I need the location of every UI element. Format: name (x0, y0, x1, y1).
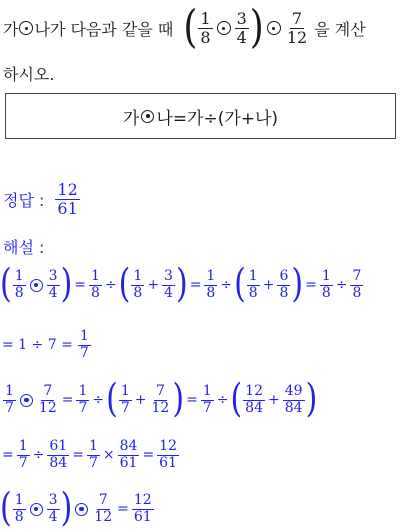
problem-line-2: 하시오. (3, 65, 55, 84)
close-paren: ) (175, 261, 188, 308)
fraction: $\frac{12}{84}$ (245, 383, 263, 416)
fraction: $\frac{7}{12}$ (94, 492, 113, 525)
circle-dot-operator-icon (30, 503, 43, 516)
problem-line-1 (3, 1, 366, 53)
solution-line-5: ( $\frac{1}{8}$ $\frac{3}{4}$ ) $\frac{7}{12}$ = $\frac{12}{61}$ (0, 485, 152, 532)
close-paren: ) (172, 376, 185, 423)
definition-left-a: 가 (122, 108, 140, 129)
expr-fraction-1: $\frac{1}{8}$ (200, 8, 211, 47)
open-paren: ( (106, 376, 118, 423)
fraction: $\frac{1}{7}$ (202, 383, 212, 416)
definition-rhs: =가÷(가+나) (172, 108, 279, 129)
fraction: $\frac{49}{84}$ (284, 383, 303, 416)
circle-dot-operator-icon (217, 21, 231, 35)
fraction: $\frac{12}{61}$ (159, 438, 177, 471)
fraction: $\frac{12}{61}$ (133, 492, 152, 525)
fraction: $\frac{1}{8}$ (91, 268, 100, 301)
open-paren: ( (118, 261, 131, 308)
fraction: $\frac{1}{8}$ (206, 268, 216, 301)
circle-dot-operator-icon (267, 21, 281, 35)
fraction: $\frac{84}{61}$ (119, 438, 138, 471)
fraction: $\frac{7}{12}$ (38, 383, 57, 416)
fraction: $\frac{1}{8}$ (248, 268, 258, 301)
problem-intro-mid: 나가 다음과 같을 때 (34, 19, 174, 39)
solution-line-2-lead: = 1 ÷ 7 = (2, 337, 73, 353)
fraction: $\frac{6}{8}$ (279, 268, 289, 301)
open-paren: ( (0, 485, 12, 532)
fraction: $\frac{1}{7}$ (88, 438, 98, 471)
open-paren: ( (0, 261, 12, 308)
fraction: $\frac{3}{4}$ (164, 268, 173, 301)
problem-intro-prefix: 가 (3, 19, 19, 39)
open-paren: ( (230, 376, 243, 423)
expr-fraction-3: $\frac{7}{12}$ (286, 8, 308, 47)
definition-left-b: 나 (156, 108, 173, 129)
fraction: $\frac{1}{7}$ (120, 383, 130, 416)
circle-dot-operator-icon (20, 394, 33, 407)
close-paren: ) (60, 261, 73, 308)
fraction: $\frac{61}{84}$ (49, 438, 68, 471)
problem-intro-suffix: 을 계산 (314, 19, 366, 39)
fraction: $\frac{3}{4}$ (48, 492, 58, 525)
fraction: $\frac{1}{8}$ (14, 268, 24, 301)
open-paren: ( (234, 261, 246, 308)
fraction: $\frac{7}{8}$ (352, 268, 362, 301)
fraction: $\frac{1}{8}$ (14, 492, 24, 525)
solution-line-4: = $\frac{1}{7}$ ÷ $\frac{61}{84}$ = $\frac{1}{7}$ × $\frac{84}{61}$ = $\frac{12}{61}$ (2, 438, 177, 471)
answer-fraction: $\frac{12}{61}$ (57, 180, 78, 218)
circle-dot-operator-icon (30, 279, 43, 292)
expr-fraction-2: $\frac{3}{4}$ (236, 8, 247, 47)
fraction: $\frac{1}{8}$ (133, 268, 143, 301)
fraction: $\frac{1}{7}$ (78, 383, 88, 416)
close-paren: ) (60, 485, 73, 532)
fraction: $\frac{1}{8}$ (321, 268, 331, 301)
circle-dot-operator-icon (141, 110, 154, 123)
fraction: $\frac{3}{4}$ (48, 268, 58, 301)
solution-label: 해설 : (3, 238, 45, 257)
solution-line-2 (2, 322, 92, 368)
open-paren: ( (183, 1, 198, 53)
fraction: $\frac{1}{7}$ (79, 328, 89, 361)
fraction: $\frac{7}{12}$ (151, 383, 170, 416)
close-paren: ) (305, 376, 318, 423)
answer-line (3, 181, 81, 217)
solution-line-1: ( $\frac{1}{8}$ $\frac{3}{4}$ ) = $\frac{1}{8}$ ÷ ( $\frac{1}{8}$ + $\frac{3}{4}$ ) = $\frac{1}{8}$ ÷ ( $\frac{1}{8}$ + $\frac{6}{8}$ ) = $\frac{1}{8}$ ÷ $\frac{7}{8}$ (0, 261, 362, 308)
solution-line-3: $\frac{1}{7}$ $\frac{7}{12}$ = $\frac{1}{7}$ ÷ ( $\frac{1}{7}$ + $\frac{7}{12}$ ) = $\frac{1}{7}$ ÷ ( $\frac{12}{84}$ + $\frac{49}{84}$ ) (5, 376, 318, 423)
close-paren: ) (249, 1, 264, 53)
circle-dot-operator-icon (19, 21, 33, 35)
answer-label: 정답 : (3, 190, 45, 210)
definition-box (5, 93, 396, 139)
fraction: $\frac{1}{7}$ (18, 438, 28, 471)
fraction: $\frac{1}{7}$ (5, 383, 14, 416)
circle-dot-operator-icon (75, 503, 88, 516)
close-paren: ) (291, 261, 304, 308)
